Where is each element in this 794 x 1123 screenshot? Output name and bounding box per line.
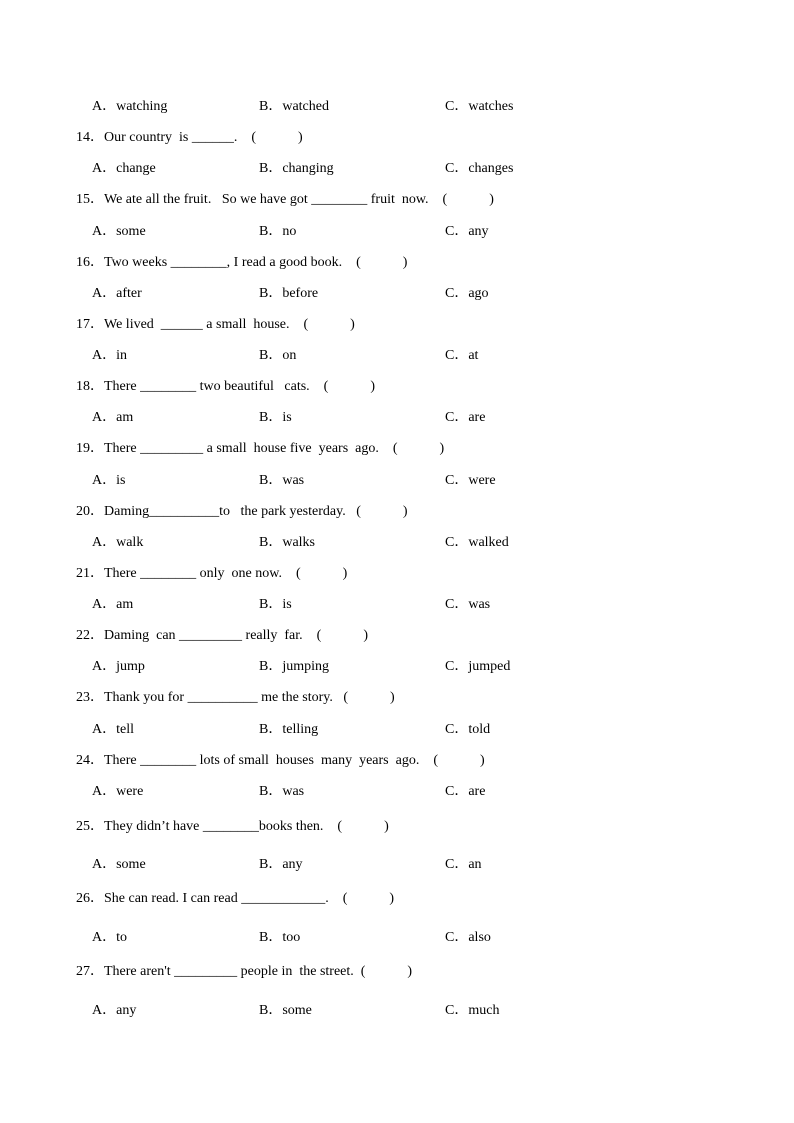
- question-14: 14．Our country is ______. ( ): [76, 130, 303, 145]
- question-19-option-b: B．was: [259, 473, 305, 488]
- question-14-option-a: A．change: [92, 161, 156, 176]
- question-20-option-c: C．walked: [445, 535, 509, 550]
- question-18: 18．There ________ two beautiful cats. ( ): [76, 379, 375, 394]
- question-25-option-a: A．some: [92, 857, 146, 872]
- question-25-option-b: B．any: [259, 857, 303, 872]
- question-23: 23．Thank you for __________ me the story. ( ): [76, 690, 395, 705]
- question-20-option-a: A．walk: [92, 535, 144, 550]
- question-27-option-c: C．much: [445, 1003, 500, 1018]
- question-19: 19．There _________ a small house five years ago. ( ): [76, 441, 445, 456]
- question-22-option-a: A．jump: [92, 659, 145, 674]
- question-14-option-b: B．changing: [259, 161, 334, 176]
- question-24-option-c: C．are: [445, 784, 486, 799]
- question-16: 16．Two weeks ________, I read a good book. ( ): [76, 255, 408, 270]
- question-25-option-c: C．an: [445, 857, 482, 872]
- question-18-option-b: B．is: [259, 410, 292, 425]
- question-21-option-a: A．am: [92, 597, 134, 612]
- question-15-option-b: B．no: [259, 224, 297, 239]
- question-15-option-c: C．any: [445, 224, 489, 239]
- question-17-option-b: B．on: [259, 348, 297, 363]
- question-16-option-b: B．before: [259, 286, 319, 301]
- question-18-option-a: A．am: [92, 410, 134, 425]
- question-27: 27．There aren't _________ people in the street. ( ): [76, 964, 413, 979]
- question-19-option-a: A．is: [92, 473, 126, 488]
- question-16-option-c: C．ago: [445, 286, 489, 301]
- question-16-option-a: A．after: [92, 286, 142, 301]
- question-14-option-c: C．changes: [445, 161, 514, 176]
- question-26: 26．She can read. I can read ____________. ( ): [76, 891, 395, 906]
- question-21-option-c: C．was: [445, 597, 491, 612]
- question-24-option-b: B．was: [259, 784, 305, 799]
- leading-option-b: B．watched: [259, 99, 329, 114]
- question-17-option-c: C．at: [445, 348, 479, 363]
- question-23-option-a: A．tell: [92, 722, 134, 737]
- question-21: 21．There ________ only one now. ( ): [76, 566, 348, 581]
- question-27-option-a: A．any: [92, 1003, 137, 1018]
- leading-option-c: C．watches: [445, 99, 514, 114]
- question-19-option-c: C．were: [445, 473, 496, 488]
- question-26-option-c: C．also: [445, 930, 491, 945]
- question-18-option-c: C．are: [445, 410, 486, 425]
- question-21-option-b: B．is: [259, 597, 292, 612]
- question-20: 20．Daming__________to the park yesterday. ( ): [76, 504, 408, 519]
- question-23-option-b: B．telling: [259, 722, 319, 737]
- question-17: 17．We lived ______ a small house. ( ): [76, 317, 355, 332]
- question-22-option-b: B．jumping: [259, 659, 330, 674]
- leading-option-a: A．watching: [92, 99, 168, 114]
- question-26-option-b: B．too: [259, 930, 301, 945]
- question-26-option-a: A．to: [92, 930, 127, 945]
- question-24-option-a: A．were: [92, 784, 144, 799]
- question-20-option-b: B．walks: [259, 535, 315, 550]
- question-22-option-c: C．jumped: [445, 659, 511, 674]
- question-15-option-a: A．some: [92, 224, 146, 239]
- question-17-option-a: A．in: [92, 348, 127, 363]
- question-24: 24．There ________ lots of small houses many years ago. ( ): [76, 753, 485, 768]
- question-22: 22．Daming can _________ really far. ( ): [76, 628, 368, 643]
- question-15: 15．We ate all the fruit. So we have got ________ fruit now. ( ): [76, 192, 494, 207]
- question-25: 25．They didn’t have ________books then. ( ): [76, 819, 389, 834]
- question-27-option-b: B．some: [259, 1003, 312, 1018]
- question-23-option-c: C．told: [445, 722, 491, 737]
